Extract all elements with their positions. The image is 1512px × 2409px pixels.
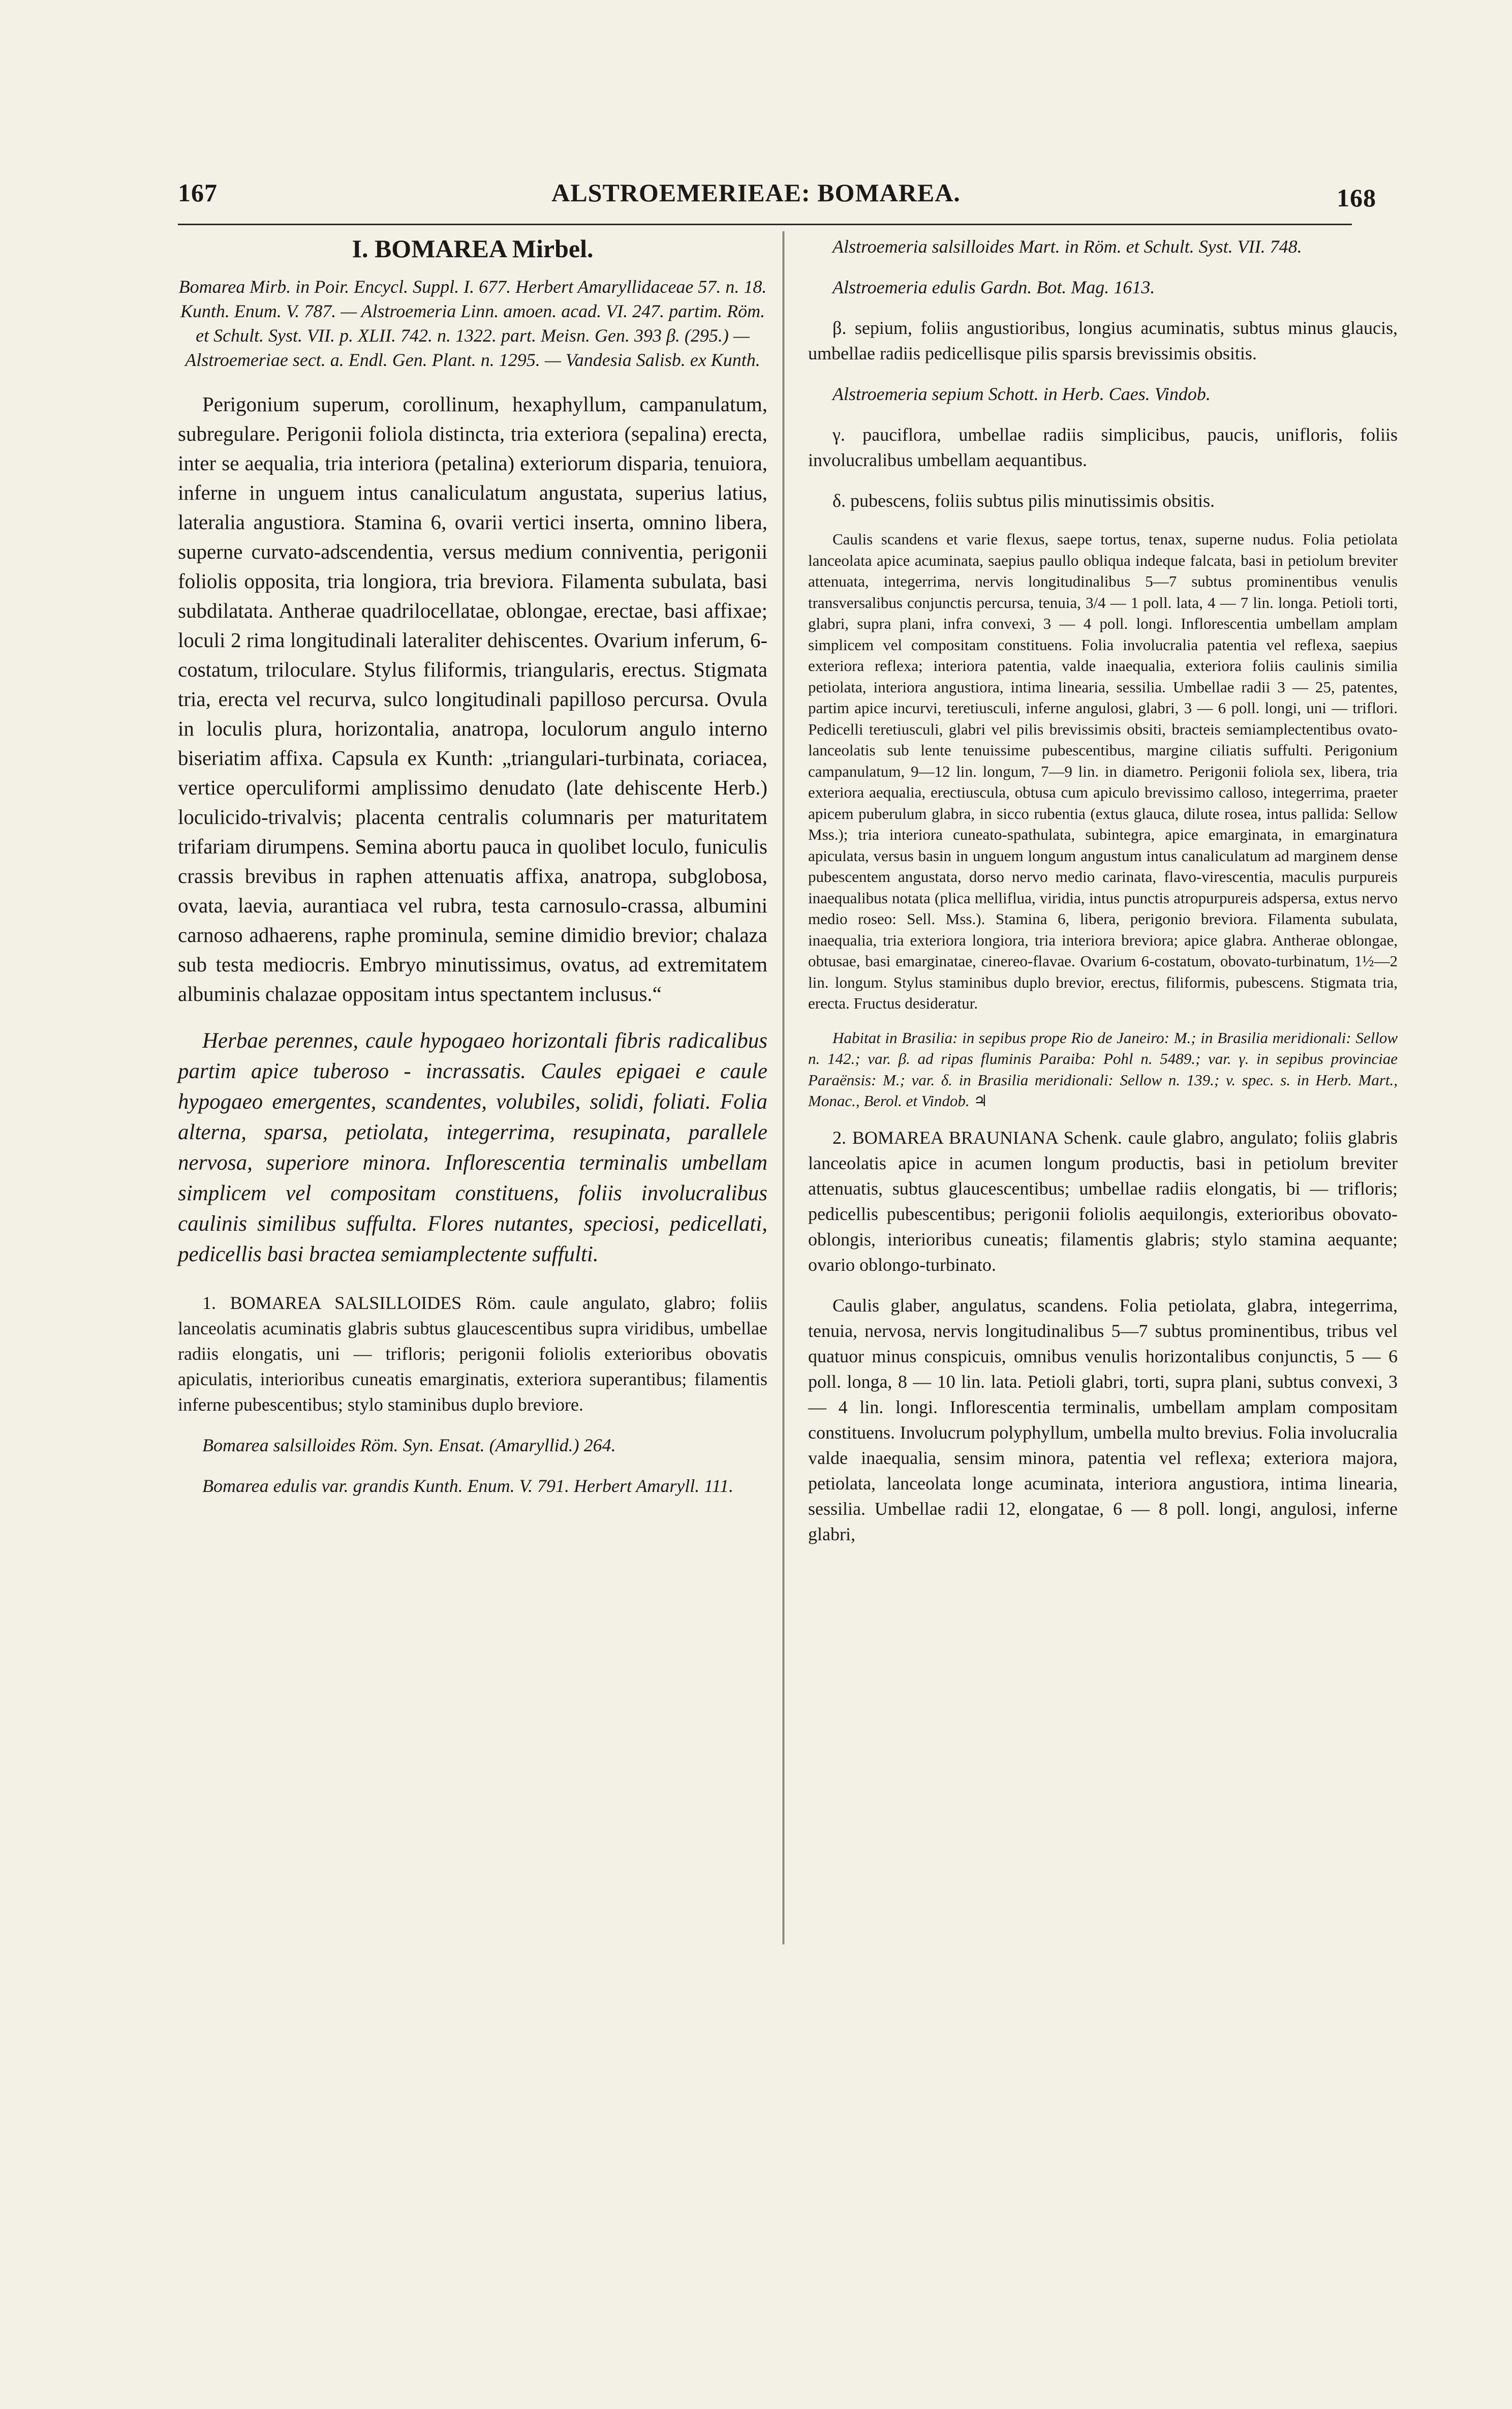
running-title: ALSTROEMERIEAE: BOMAREA. bbox=[551, 178, 961, 207]
species-1-synonym: Bomarea edulis var. grandis Kunth. Enum. V. 791. Herbert Amaryll. 111. bbox=[202, 1476, 733, 1496]
genus-description: Perigonium superum, corollinum, hexaphyllum, campanulatum, subregulare. Perigonii foliola distincta, tria exteriora (sepalina) erecta, inter se aequalia, tria interiora (petalina) exteriorum disparia, tenuiora, inferne in unguem intus canaliculatum angustata, superius latius, lateralia angustiora. Stamina 6, ovarii vertici inserta, omnino libera, superne curvato-adscendentia, versus medium conniventia, perigonii foliolis opposita, tria longiora, tria breviora. Filamenta subulata, basi subdilatata. Antherae quadrilocellatae, oblongae, erectae, basi affixae; loculi 2 rima longitudinali lateraliter dehiscentes. Ovarium inferum, 6-costatum, triloculare. Stylus filiformis, triangularis, erectus. Stigmata tria, erecta vel recurva, sulco longitudinali papilloso percursa. Ovula in loculis plura, horizontalia, anatropa, loculorum angulo interno biseriatim affixa. Capsula ex Kunth: „triangulari-turbinata, coriacea, vertice operculiformi amplissimo denudato (late dehiscente Herb.) loculicido-trivalvis; placenta centralis columnaris per maturitatem trifariam dirumpens. Semina abortu pauca in quolibet loculo, funiculis crassis brevibus in raphen attenuatis affixa, anatropa, subglobosa, ovata, laevia, aurantiaca vel rubra, testa carnosulo-crassa, albumini carnoso adhaerens, raphe prominula, semine dimidio brevior; chalaza sub testa mediocris. Embryo minutissimus, ovatus, ad extremitatem albuminis chalazae oppositam intus spectantem inclusus.“ bbox=[178, 392, 767, 1005]
right-page-number: 168 bbox=[1337, 184, 1376, 212]
variety-beta: β. sepium, foliis angustioribus, longius acuminatis, subtus minus glaucis, umbellae radiis pedicellisque pilis sparsis brevissimis obsitis. bbox=[808, 318, 1398, 363]
species-1-synonym: Alstroemeria salsilloides Mart. in Röm. et Schult. Syst. VII. 748. bbox=[832, 236, 1302, 257]
species-1-habitat: Habitat in Brasilia: in sepibus prope Rio de Janeiro: M.; in Brasilia meridionali: Sellow n. 142.; var. β. ad ripas fluminis Paraiba: Pohl n. 5489.; var. γ. in sepibus provinciae Paraënsis: M.; var. δ. in Brasilia meridionali: Sellow n. 139.; v. spec. s. in Herb. Mart., Monac., Berol. et Vindob. ♃ bbox=[808, 1028, 1398, 1110]
species-1-synonym: Bomarea salsilloides Röm. Syn. Ensat. (Amaryllid.) 264. bbox=[202, 1435, 616, 1455]
species-2-description: Caulis glaber, angulatus, scandens. Folia petiolata, glabra, integerrima, tenuia, nervosa, nervis longitudinalibus 5—7 subtus prominentibus, tribus vel quatuor minus conspicuis, omnibus venulis horizontalibus conjunctis, 5 — 6 poll. longa, 8 — 10 lin. lata. Petioli glabri, torti, supra plani, subtus convexi, 3 — 4 lin. longi. Inflorescentia terminalis, umbellam amplam compositam constituens. Involucrum polyphyllum, umbella multo brevius. Folia involucralia valde inaequalia, sensim minora, patentia vel reflexa; exteriora majora, petiolata, lanceolata longe acuminata, interiora angustiora, intima linearia, sessilia. Umbellae radii 12, elongatae, 6 — 8 poll. longi, angulosi, inferne glabri, bbox=[808, 1295, 1398, 1544]
species-1-diagnosis: 1. BOMAREA SALSILLOIDES Röm. caule angulato, glabro; foliis lanceolatis acuminatis glabris subtus glaucescentibus supra viridibus, umbellae radiis elongatis, uni — trifloris; perigonii foliolis exterioribus obovatis apiculatis, interioribus cuneatis emarginatis, exteriora superantibus; filamentis inferne pubescentibus; stylo staminibus duplo breviore. bbox=[178, 1293, 767, 1415]
species-1-description: Caulis scandens et varie flexus, saepe tortus, tenax, superne nudus. Folia petiolata lanceolata apice acuminata, saepius paullo obliqua indeque falcata, basi in petiolum breviter attenuata, integerrima, nervis longitudinalibus 5—7 subtus prominentibus venulis transversalibus conjunctis percursa, tenuia, 3/4 — 1 poll. lata, 4 — 7 lin. longa. Petioli torti, glabri, supra plani, infra convexi, 3 — 4 poll. longi. Inflorescentia umbellam amplam simplicem vel compositam constituens. Folia involucralia patentia vel reflexa, saepius exteriora reflexa; interiora patentia, valde inaequalia, exteriora foliis caulinis similia petiolata, interiora angustiora, intima linearia, sessilia. Umbellae radii 3 — 25, patentes, partim apice incurvi, teretiusculi, inferne angulosi, glabri, 3 — 6 poll. longi, uni — triflori. Pedicelli teretiusculi, glabri vel pilis brevissimis obsiti, bracteis semiamplectentibus ovato-lanceolatis sub lente tenuissime pubescentibus, margine ciliatis suffulti. Perigonium campanulatum, 9—12 lin. longum, 7—9 lin. in diametro. Perigonii foliola sex, libera, tria exteriora aequalia, erectiuscula, obtusa cum apiculo brevissimo calloso, integerrima, praeter apicem puberulum glabra, in sicco rubentia (extus glauca, dilute rosea, intus pallida: Sellow Mss.); tria interiora cuneato-spathulata, subintegra, apice emarginata, in emarginatura apiculata, versus basin in unguem longum angustum intus canaliculatum ad marginem dense pubescentem angustata, dorso nervo medio carinata, flavo-virescentia, maculis purpureis inaequalibus notata (plica melliflua, viridia, intus punctis atropurpureis adspersa, extus nervo medio roseo: Sell. Mss.). Stamina 6, libera, perigonio breviora. Filamenta subulata, inaequalia, tria exteriora longiora, tria interiora breviora; apice glabra. Antherae oblongae, obtusae, basi emarginatae, cinereo-flavae. Ovarium 6-costatum, obovato-turbinatum, 1½—2 lin. longum. Stylus staminibus duplo brevior, erectus, filiformis, pubescens. Stigmata tria, erecta. Fructus desideratur. bbox=[808, 530, 1398, 1012]
left-page-number: 167 bbox=[178, 178, 218, 207]
header-rule bbox=[178, 224, 1352, 225]
genus-habit: Herbae perennes, caule hypogaeo horizontali fibris radicalibus partim apice tuberoso - incrassatis. Caules epigaei e caule hypogaeo emergentes, scandentes, volubiles, solidi, foliati. Folia alterna, sparsa, petiolata, integerrima, resupinata, parallele nervosa, superiore minora. Inflorescentia terminalis umbellam simplicem vel compositam constituens, foliis involucralibus caulinis similibus suffulta. Flores nutantes, speciosi, pedicellati, pedicellis basi bractea semiamplectente suffulti. bbox=[178, 1029, 767, 1266]
variety-delta: δ. pubescens, foliis subtus pilis minutissimis obsitis. bbox=[832, 491, 1215, 511]
species-1-synonym: Alstroemeria edulis Gardn. Bot. Mag. 1613. bbox=[832, 277, 1155, 297]
variety-beta-synonym: Alstroemeria sepium Schott. in Herb. Caes. Vindob. bbox=[832, 384, 1211, 404]
section-heading: I. BOMAREA Mirbel. bbox=[352, 234, 594, 263]
right-column bbox=[808, 234, 1398, 1562]
species-2-diagnosis: 2. BOMAREA BRAUNIANA Schenk. caule glabro, angulato; foliis glabris lanceolatis apice in acumen longum productis, basi in petiolum breviter attenuatis, subtus glaucescentibus; umbellae radiis elongatis, bi — trifloris; pedicellis pubescentibus; perigonii foliolis aequilongis, exterioribus obovato-oblongis, interioribus cuneatis; filamentis glabris; stylo stamina aequante; ovario oblongo-turbinato. bbox=[808, 1127, 1398, 1275]
variety-gamma: γ. pauciflora, umbellae radiis simplicibus, paucis, unifloris, foliis involucralibus umbellam aequantibus. bbox=[808, 424, 1398, 470]
left-column bbox=[178, 234, 767, 1514]
genus-synonymy: Bomarea Mirb. in Poir. Encycl. Suppl. I. 677. Herbert Amaryllidaceae 57. n. 18. Kunth. Enum. V. 787. — Alstroemeria Linn. amoen. acad. VI. 247. partim. Röm. et Schult. Syst. VII. p. XLII. 742. n. 1322. part. Meisn. Gen. 393 β. (295.) — Alstroemeriae sect. a. Endl. Gen. Plant. n. 1295. — Vandesia Salisb. ex Kunth. bbox=[178, 277, 767, 370]
column-divider bbox=[783, 231, 784, 1944]
